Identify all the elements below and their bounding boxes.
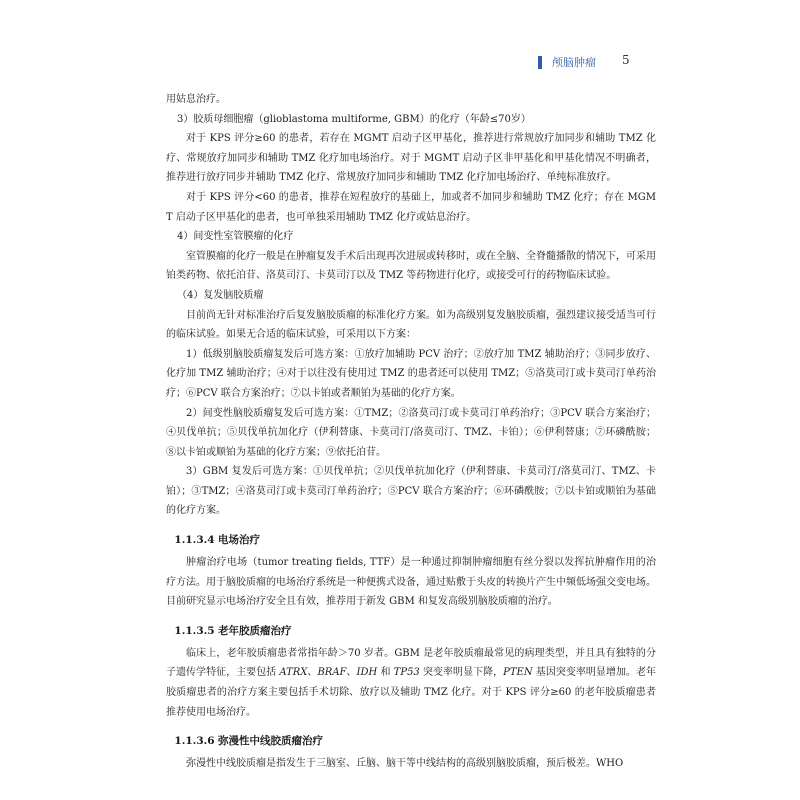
text-run: 和 xyxy=(377,667,394,679)
section-number: 1.1.3.6 xyxy=(174,735,215,748)
paragraph-recurrent-intro: 目前尚无针对标准治疗后复发脑胶质瘤的标准化疗方案。如为高级别复发脑胶质瘤，强烈建议接受适当可行的临床试验。如果无合适的临床试验，可采用以下方案： xyxy=(166,309,656,341)
section-title: 电场治疗 xyxy=(218,534,260,547)
paragraph-kps-lt60: 对于 KPS 评分<60 的患者，推荐在短程放疗的基础上，加或者不加同步和辅助 TMZ 化疗；存在 MGMT 启动子区甲基化的患者，也可单独采用辅助 TMZ 化疗或姑息治疗。 xyxy=(166,191,656,223)
section-heading-elderly xyxy=(166,622,656,641)
gene-name: TP53 xyxy=(393,667,420,679)
gene-name: ATRX xyxy=(279,667,308,679)
text-run: 基因突变率明显增加。老年胶质瘤患者的治疗方案主要包括手术切除、放疗以及辅助 TMZ 化疗。对于 KPS 评分≥60 的老年胶质瘤患者推荐使用电场治疗。 xyxy=(166,667,657,718)
text-run: 、 xyxy=(307,667,318,679)
text-run: 临床上，老年胶质瘤患者常指年龄＞70 岁者。GBM 是老年胶质瘤最常见的病理类型，并且具有独特的分子遗传学特征，主要包括 xyxy=(166,647,656,679)
running-header-title: 颅脑肿瘤 xyxy=(552,56,596,69)
paragraph-continuation: 用姑息治疗。 xyxy=(166,94,226,105)
text-run: 、 xyxy=(346,667,357,679)
section-heading-ttf xyxy=(166,531,656,550)
section-number: 1.1.3.4 xyxy=(174,534,215,547)
gene-name: PTEN xyxy=(503,667,533,679)
heading-recurrent-glioma: （4）复发脑胶质瘤 xyxy=(177,289,264,301)
gene-name: BRAF xyxy=(317,667,347,679)
paragraph-ttf: 肿瘤治疗电场（tumor treating fields, TTF）是一种通过抑制肿瘤细胞有丝分裂以发挥抗肿瘤作用的治疗方法。用于脑胶质瘤的电场治疗系统是一种便携式设备，通过贴敷于头皮的转换片产生中频低场强交变电场。目前研究显示电场治疗安全且有效，推荐用于新发 GBM 和复发高级别脑胶质瘤的治疗。 xyxy=(166,557,656,608)
paragraph-kps-ge60: 对于 KPS 评分≥60 的患者，若存在 MGMT 启动子区甲基化，推荐进行常规放疗加同步和辅助 TMZ 化疗、常规放疗加同步和辅助 TMZ 化疗加电场治疗。对于 MGMT 启动子区非甲基化和甲基化情况不明确者，推荐进行放疗同步并辅助 TMZ 化疗、常规放疗加同步和辅助 TMZ 化疗加电场治疗、单纯标准放疗。 xyxy=(166,133,656,184)
section-title: 弥漫性中线胶质瘤治疗 xyxy=(218,735,323,748)
header-accent-bar xyxy=(538,56,542,69)
heading-ependymoma-chemo: 4）间变性室管膜瘤的化疗 xyxy=(177,231,294,243)
paragraph-gbm-options: 3）GBM 复发后可选方案：①贝伐单抗；②贝伐单抗加化疗（伊利替康、卡莫司汀/洛莫司汀、TMZ、卡铂）；③TMZ；④洛莫司汀或卡莫司汀单药治疗；⑤PCV 联合方案治疗；⑥环磷酰胺；⑦以卡铂或顺铂为基础的化疗方案。 xyxy=(166,466,656,517)
heading-gbm-chemo: 3）胶质母细胞瘤（glioblastoma multiforme, GBM）的化疗（年龄≤70岁） xyxy=(177,113,531,125)
page-number: 5 xyxy=(622,53,630,67)
section-heading-midline xyxy=(166,732,656,751)
text-run: 突变率明显下降， xyxy=(419,667,504,679)
gene-name: IDH xyxy=(356,667,378,679)
paragraph-midline: 弥漫性中线胶质瘤是指发生于三脑室、丘脑、脑干等中线结构的高级别脑胶质瘤，预后极差。WHO xyxy=(186,758,624,770)
section-number: 1.1.3.5 xyxy=(174,624,215,637)
paragraph-ependymoma: 室管膜瘤的化疗一般是在肿瘤复发手术后出现再次进展或转移时，或在全脑、全脊髓播散的情况下，可采用铂类药物、依托泊苷、洛莫司汀、卡莫司汀以及 TMZ 等药物进行化疗，或接受可行的药物临床试验。 xyxy=(166,250,656,282)
body-text xyxy=(166,90,656,774)
section-title: 老年胶质瘤治疗 xyxy=(218,624,292,637)
paragraph-elderly xyxy=(166,644,656,722)
paragraph-anaplastic-options: 2）间变性脑胶质瘤复发后可选方案：①TMZ；②洛莫司汀或卡莫司汀单药治疗；③PCV 联合方案治疗；④贝伐单抗；⑤贝伐单抗加化疗（伊利替康、卡莫司汀/洛莫司汀、TMZ、卡铂）；⑥伊利替康；⑦环磷酰胺；⑧以卡铂或顺铂为基础的化疗方案；⑨依托泊苷。 xyxy=(166,407,656,458)
paragraph-low-grade-options: 1）低级别脑胶质瘤复发后可选方案：①放疗加辅助 PCV 治疗；②放疗加 TMZ 辅助治疗；③同步放疗、化疗加 TMZ 辅助治疗；④对于以往没有使用过 TMZ 的患者还可以使用 TMZ；⑤洛莫司汀或卡莫司汀单药治疗；⑥PCV 联合方案治疗；⑦以卡铂或者顺铂为基础的化疗方案。 xyxy=(166,348,656,399)
